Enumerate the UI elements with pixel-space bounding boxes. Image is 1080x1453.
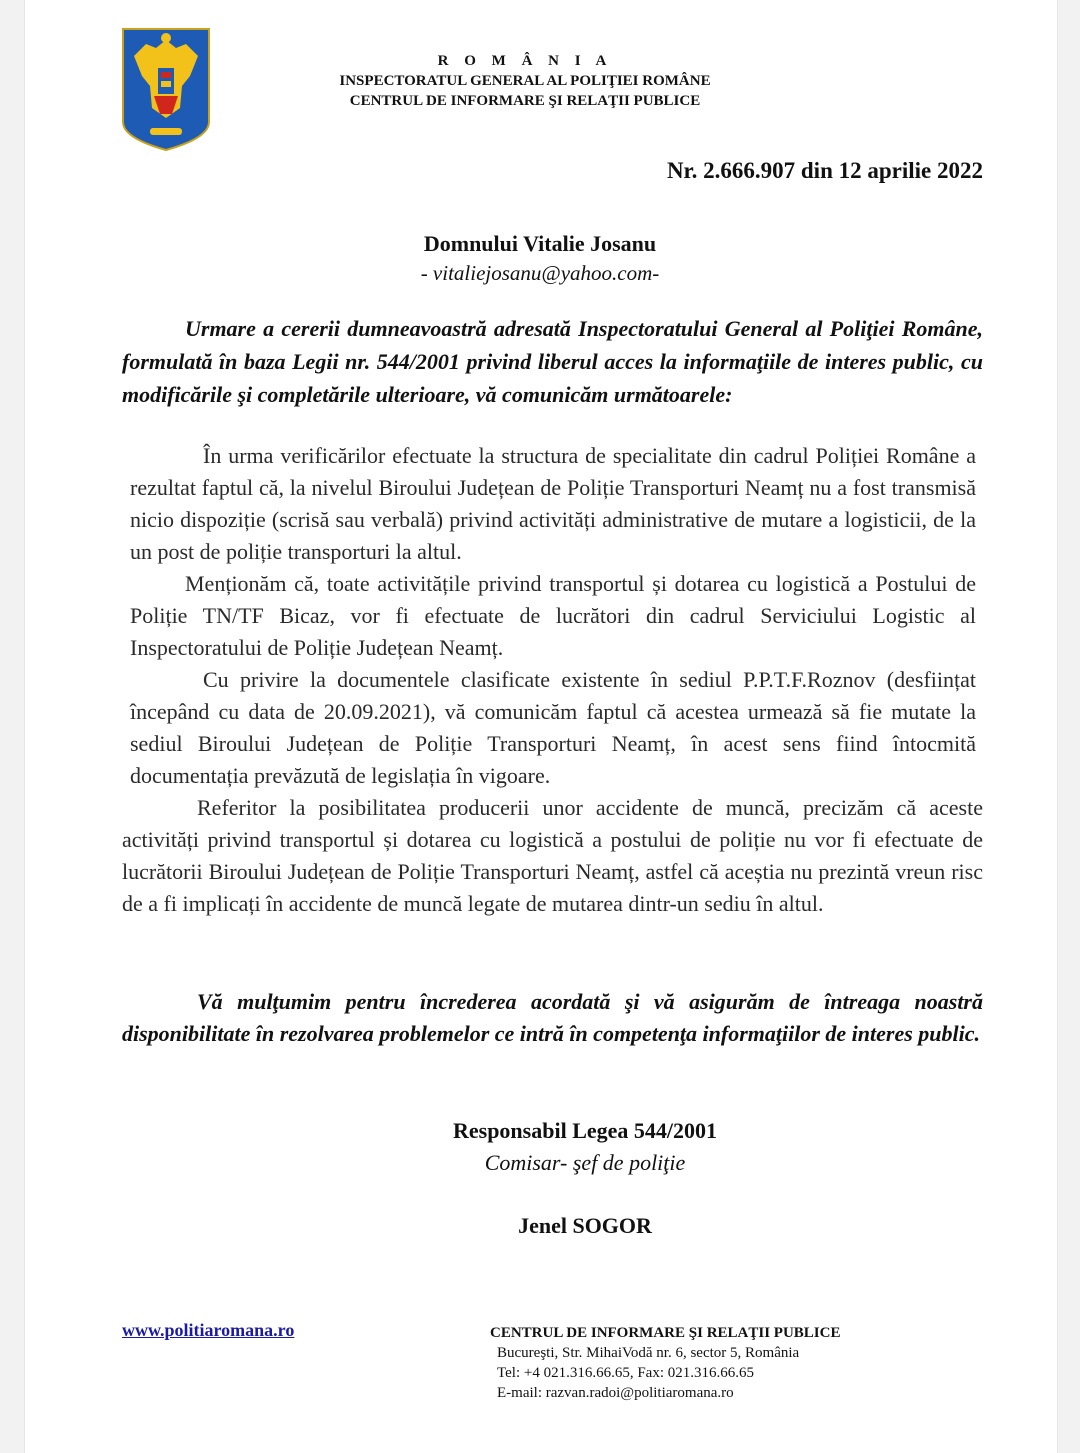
- romanian-police-crest-icon: [120, 26, 212, 152]
- signature-rank: Comisar- şef de poliţie: [484, 1150, 686, 1175]
- registration-number: Nr. 2.666.907 din 12 aprilie 2022: [666, 158, 983, 183]
- page-edge-right: [1057, 0, 1080, 1453]
- letterhead: [300, 52, 750, 111]
- department-name: CENTRUL DE INFORMARE ŞI RELAŢII PUBLICE: [349, 93, 701, 109]
- country-name: R O M Â N I A: [437, 53, 613, 69]
- page-edge-left: [0, 0, 25, 1453]
- footer-center-name: CENTRUL DE INFORMARE ŞI RELAŢII PUBLICE: [490, 1325, 841, 1341]
- letter-body: [122, 440, 983, 920]
- body-paragraph-3: Cu privire la documentele clasificate existente în sediul P.P.T.F.Roznov (desființat începând cu data de 20.09.2021), vă comunicăm faptul că acestea urmează să fie mutate la sediul Biroului Județean de Poliție Transporturi Neamț, în acest sens fiind întocmită documentația prevăzută de legislația în vigoare.: [130, 667, 976, 788]
- body-paragraph-1: În urma verificărilor efectuate la structura de specialitate din cadrul Poliției Române a rezultat faptul că, la nivelul Biroului Județean de Poliție Transporturi Neamț nu a fost transmisă nicio dispoziție (scrisă sau verbală) privind activități administrative de mutare a logisticii, de la un post de poliție transporturi la altul.: [130, 443, 976, 564]
- recipient-block: [300, 229, 780, 287]
- body-paragraph-4: Referitor la posibilitatea producerii unor accidente de muncă, precizăm că aceste activități privind transportul și dotarea cu logistică a postului de poliție nu vor fi efectuate de lucrătorii Biroului Județean de Poliție Transporturi Neamț, astfel că aceștia nu prezintă vreun risc de a fi implicați în accidente de muncă legate de mutarea dintr-un sediu în altul.: [122, 795, 983, 916]
- website-link[interactable]: www.politiaromana.ro: [122, 1320, 295, 1340]
- intro-paragraph: Urmare a cererii dumneavoastră adresată Inspectoratului General al Poliţiei Române, formulată în baza Legii nr. 544/2001 privind liberul acces la informaţiile de interes public, cu modificările şi completările ulterioare, vă comunicăm următoarele:: [122, 316, 983, 407]
- body-paragraph-2: Menționăm că, toate activitățile privind transportul și dotarea cu logistică a Postului de Poliție TN/TF Bicaz, vor fi efectuate de lucrători din cadrul Serviciului Logistic al Inspectoratului de Poliție Județean Neamț.: [130, 571, 976, 660]
- recipient-name: Domnului Vitalie Josanu: [423, 231, 657, 256]
- closing-paragraph: Vă mulţumim pentru încrederea acordată şi vă asigurăm de întreaga noastră disponibilitate în rezolvarea problemelor ce intră în competenţa informaţiilor de interes public.: [122, 989, 983, 1046]
- footer-address: Bucureşti, Str. MihaiVodă nr. 6, sector 5, România: [497, 1345, 800, 1361]
- recipient-email: - vitaliejosanu@yahoo.com-: [420, 261, 660, 285]
- institution-name: INSPECTORATUL GENERAL AL POLIŢIEI ROMÂNE: [339, 73, 711, 89]
- signature-block: [380, 1115, 790, 1242]
- footer-contact: [490, 1323, 840, 1403]
- signature-title: Responsabil Legea 544/2001: [452, 1118, 718, 1143]
- footer-phone: Tel: +4 021.316.66.65, Fax: 021.316.66.65: [497, 1365, 754, 1381]
- footer-email: E-mail: razvan.radoi@politiaromana.ro: [497, 1385, 734, 1401]
- signature-name: Jenel SOGOR: [518, 1213, 652, 1238]
